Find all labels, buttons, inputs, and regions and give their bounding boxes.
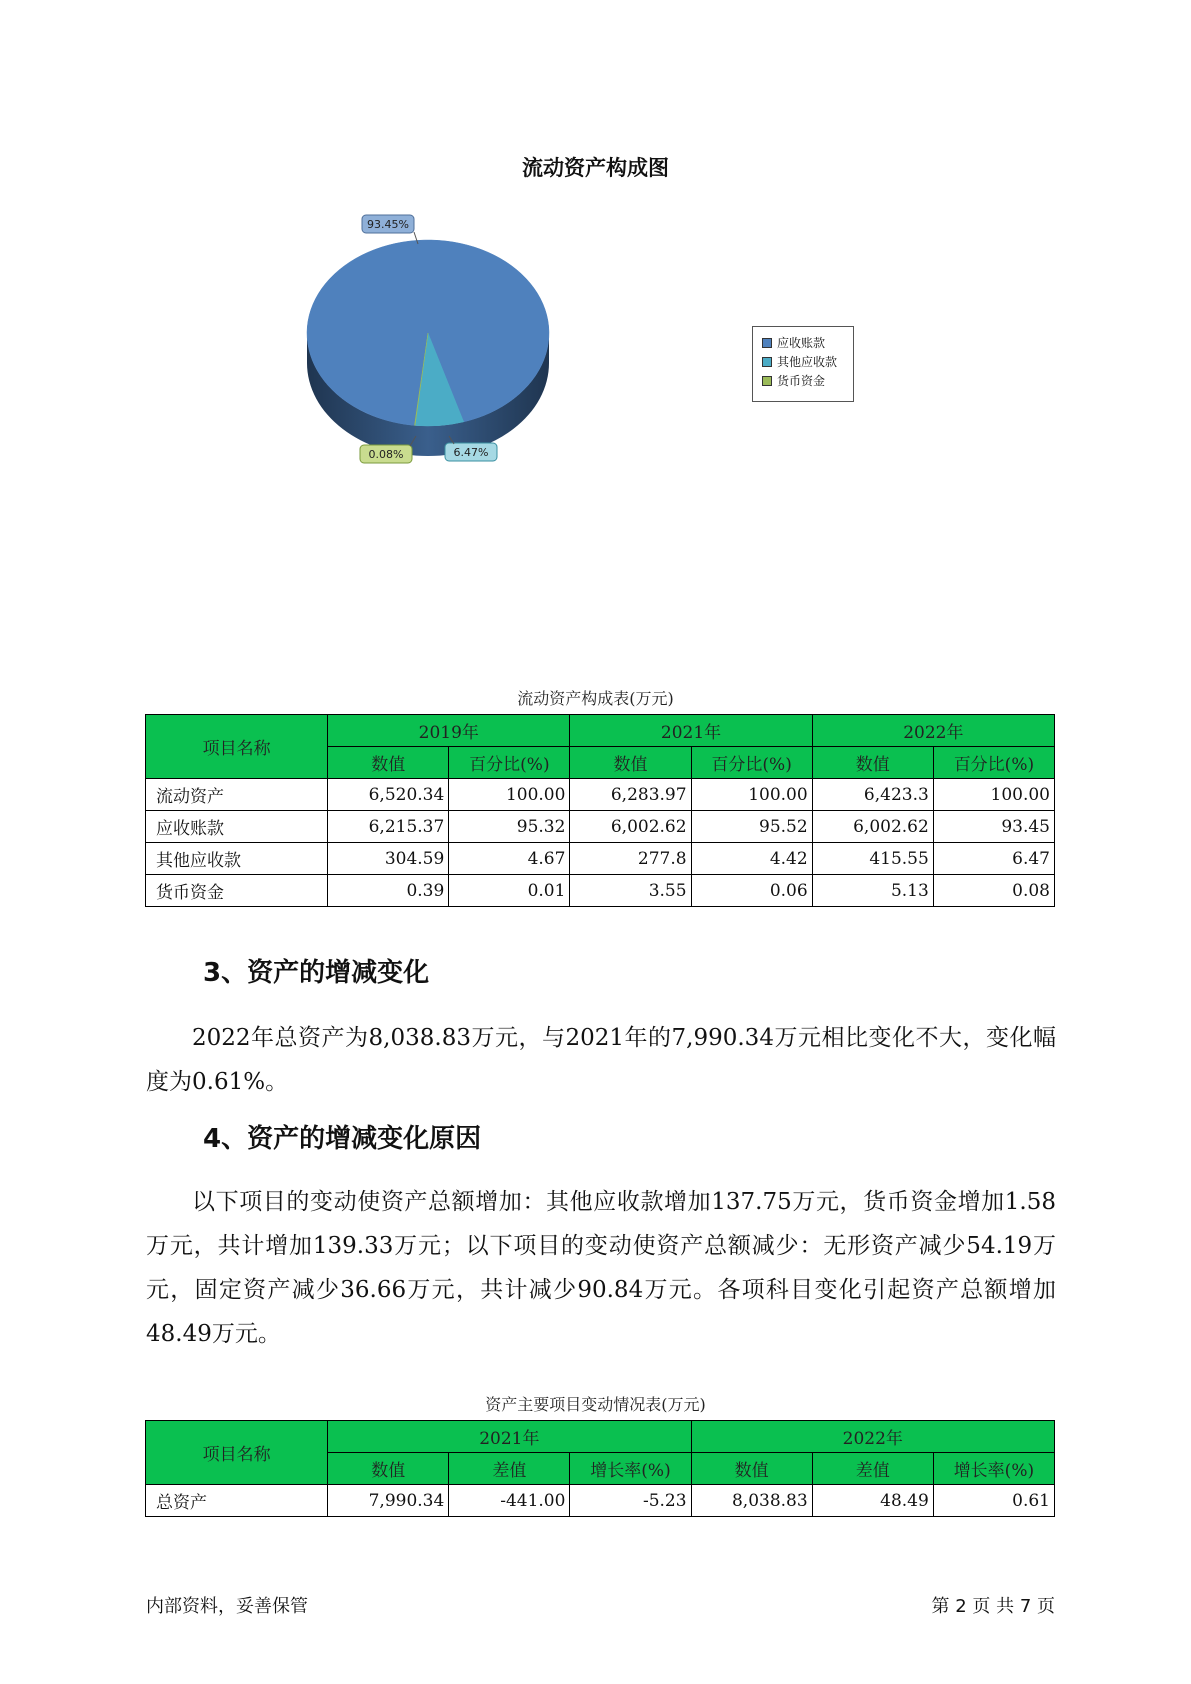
cell: 95.52 xyxy=(691,811,812,843)
cell: 95.32 xyxy=(449,811,570,843)
asset-changes-table xyxy=(145,1420,1055,1517)
table-row xyxy=(146,779,1055,811)
header-value: 数值 xyxy=(570,747,691,779)
pie-data-label: 93.45% xyxy=(367,218,409,231)
header-growth: 增长率(%) xyxy=(570,1453,691,1485)
cell: 6,520.34 xyxy=(328,779,449,811)
cell: 48.49 xyxy=(812,1485,933,1517)
row-name: 货币资金 xyxy=(146,875,328,907)
cell: 0.39 xyxy=(328,875,449,907)
legend-label: 应收账款 xyxy=(777,336,826,350)
table1-caption: 流动资产构成表(万元) xyxy=(517,689,674,708)
legend-swatch xyxy=(762,357,772,367)
footer-page-number: 第 2 页 共 7 页 xyxy=(931,1596,1055,1617)
cell: 6,002.62 xyxy=(570,811,691,843)
row-name: 总资产 xyxy=(146,1485,328,1517)
section3-heading: 3、资产的增减变化 xyxy=(203,958,430,988)
table-row xyxy=(146,1485,1055,1517)
cell: 100.00 xyxy=(933,779,1054,811)
header-year: 2021年 xyxy=(570,715,812,747)
section3-paragraph: 2022年总资产为8,038.83万元，与2021年的7,990.34万元相比变化不大，变化幅度为0.61%。 xyxy=(146,1025,1056,1095)
cell: 4.42 xyxy=(691,843,812,875)
cell: 6,215.37 xyxy=(328,811,449,843)
table2-caption: 资产主要项目变动情况表(万元) xyxy=(485,1395,706,1414)
legend-label: 其他应收款 xyxy=(777,355,838,369)
pie-data-label: 0.08% xyxy=(368,448,404,461)
header-year: 2022年 xyxy=(691,1421,1054,1453)
chart-title: 流动资产构成图 xyxy=(522,156,669,180)
cell: 4.67 xyxy=(449,843,570,875)
cell: 7,990.34 xyxy=(328,1485,449,1517)
cell: 415.55 xyxy=(812,843,933,875)
header-percent: 百分比(%) xyxy=(933,747,1054,779)
header-value: 数值 xyxy=(812,747,933,779)
section4-heading: 4、资产的增减变化原因 xyxy=(203,1124,482,1154)
cell: -441.00 xyxy=(449,1485,570,1517)
row-name: 其他应收款 xyxy=(146,843,328,875)
cell: 6,283.97 xyxy=(570,779,691,811)
row-name: 应收账款 xyxy=(146,811,328,843)
header-item-name: 项目名称 xyxy=(146,715,328,779)
cell: 100.00 xyxy=(449,779,570,811)
legend-item xyxy=(753,371,853,390)
row-name: 流动资产 xyxy=(146,779,328,811)
cell: 0.61 xyxy=(933,1485,1054,1517)
header-percent: 百分比(%) xyxy=(449,747,570,779)
header-year: 2019年 xyxy=(328,715,570,747)
cell: 6,002.62 xyxy=(812,811,933,843)
cell: 6.47 xyxy=(933,843,1054,875)
legend-swatch xyxy=(762,376,772,386)
cell: 8,038.83 xyxy=(691,1485,812,1517)
cell: 5.13 xyxy=(812,875,933,907)
header-growth: 增长率(%) xyxy=(933,1453,1054,1485)
cell: 3.55 xyxy=(570,875,691,907)
header-value: 数值 xyxy=(328,747,449,779)
header-diff: 差值 xyxy=(449,1453,570,1485)
section4-paragraph: 以下项目的变动使资产总额增加：其他应收款增加137.75万元，货币资金增加1.58万元，共计增加139.33万元；以下项目的变动使资产总额减少：无形资产减少54.19万元，固定资产减少36.66万元，共计减少90.84万元。各项科目变化引起资产总额增加48.49万元。 xyxy=(146,1189,1056,1347)
cell: 6,423.3 xyxy=(812,779,933,811)
footer-left: 内部资料，妥善保管 xyxy=(146,1596,308,1617)
header-value: 数值 xyxy=(691,1453,812,1485)
table-row xyxy=(146,843,1055,875)
cell: 0.01 xyxy=(449,875,570,907)
cell: 304.59 xyxy=(328,843,449,875)
header-year: 2022年 xyxy=(812,715,1054,747)
chart-legend xyxy=(752,326,854,402)
table-row xyxy=(146,811,1055,843)
cell: 0.06 xyxy=(691,875,812,907)
cell: 93.45 xyxy=(933,811,1054,843)
header-item-name: 项目名称 xyxy=(146,1421,328,1485)
legend-item xyxy=(753,333,853,352)
legend-label: 货币资金 xyxy=(777,374,826,388)
cell: 100.00 xyxy=(691,779,812,811)
cell: 0.08 xyxy=(933,875,1054,907)
cell: -5.23 xyxy=(570,1485,691,1517)
header-diff: 差值 xyxy=(812,1453,933,1485)
table-row xyxy=(146,875,1055,907)
header-percent: 百分比(%) xyxy=(691,747,812,779)
legend-swatch xyxy=(762,338,772,348)
pie-chart xyxy=(0,0,1191,520)
cell: 277.8 xyxy=(570,843,691,875)
header-year: 2021年 xyxy=(328,1421,691,1453)
legend-item xyxy=(753,352,853,371)
pie-data-label: 6.47% xyxy=(453,446,489,459)
header-value: 数值 xyxy=(328,1453,449,1485)
current-assets-table xyxy=(145,714,1055,907)
